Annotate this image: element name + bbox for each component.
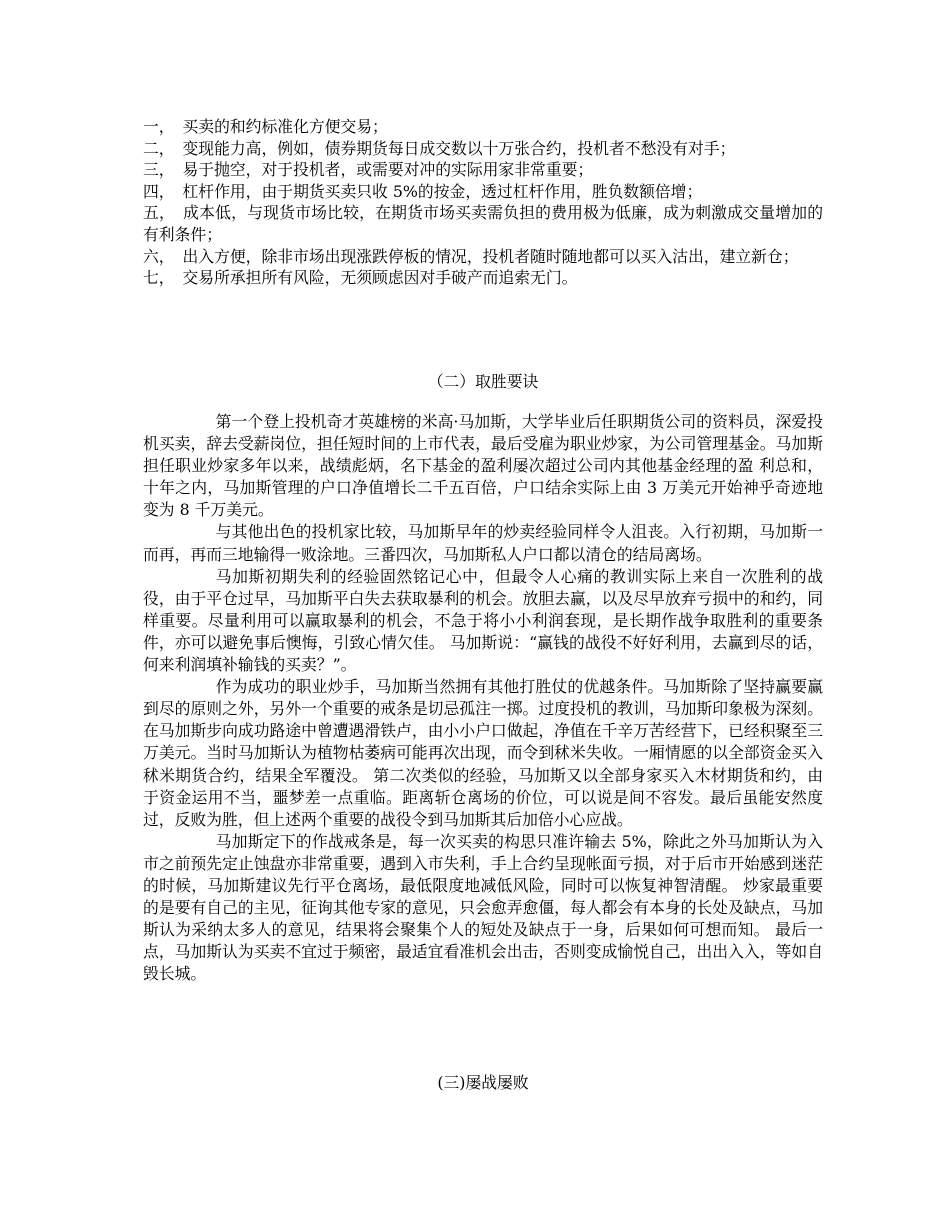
section-heading-3: (三)屡战屡败 [437, 1073, 529, 1092]
paragraph: 马加斯初期失利的经验固然铭记心中，但最令人心痛的教训实际上来自一次胜利的战役，由于平仓过早，马加斯平白失去获取暴利的机会。放胆去赢，以及尽早放弃亏损中的和约，同样重要。尽量利用可以赢取暴利的机会，不急于将小小利润套现，是长期作战争取胜利的重要条件，亦可以避免事后懊悔，引致心情欠佳。 马加斯说：“赢钱的战役不好好利用，去赢到尽的话，何来利润填补输钱的买卖？”。 [143, 566, 823, 675]
list-item: 六， 出入方便，除非市场出现涨跌停板的情况，投机者随时随地都可以买入沽出，建立新仓； [143, 246, 799, 266]
section-heading-2: （二）取胜要诀 [427, 372, 539, 391]
list-item: 二， 变现能力高，例如，债券期货每日成交数以十万张合约，投机者不愁没有对手； [143, 138, 736, 158]
section-body [143, 411, 823, 985]
list-item: 七， 交易所承担所有风险，无须顾虑因对手破产而追索无门。 [143, 268, 578, 288]
advantages-list [143, 116, 823, 289]
paragraph: 马加斯定下的作战戒条是，每一次买卖的构思只准许输去 5%，除此之外马加斯认为入市之前预先定止蚀盘亦非常重要，遇到入市失利，手上合约呈现帐面亏损，对于后市开始感到迷茫的时候，马加斯建议先行平仓离场，最低限度地减低风险，同时可以恢复神智清醒。 炒家最重要的是要有自己的主见，征询其他专家的意见，只会愈弄愈僵，每人都会有本身的长处及缺点，马加斯认为采纳太多人的意见，结果将会聚集个人的短处及缺点于一身，后果如何可想而知。 最后一点，马加斯认为买卖不宜过于频密，最适宜看准机会出击，否则变成愉悦自己，出出入入，等如自毁长城。 [143, 831, 823, 984]
list-item: 四， 杠杆作用，由于期货买卖只收 5%的按金，透过杠杆作用，胜负数额倍增； [143, 181, 703, 201]
paragraph: 与其他出色的投机家比较，马加斯早年的炒卖经验同样令人沮丧。入行初期，马加斯一而再，再而三地输得一败涂地。三番四次，马加斯私人户口都以清仓的结局离场。 [143, 522, 823, 564]
paragraph: 作为成功的职业炒手，马加斯当然拥有其他打胜仗的优越条件。马加斯除了坚持赢要赢到尽的原则之外，另外一个重要的戒条是切忌孤注一掷。过度投机的教训，马加斯印象极为深刻。在马加斯步向成功路途中曾遭遇滑铁卢，由小小户口做起，净值在千辛万苦经营下，已经积聚至三万美元。当时马加斯认为植物枯萎病可能再次出现，而令到秫米失收。一厢情愿的以全部资金买入秫米期货合约，结果全军覆没。 第二次类似的经验，马加斯又以全部身家买入木材期货和约，由于资金运用不当，噩梦差一点重临。距离斩仓离场的价位，可以说是间不容发。最后虽能安然度过，反败为胜，但上述两个重要的战役令到马加斯其后加倍小心应战。 [143, 677, 823, 829]
paragraph: 第一个登上投机奇才英雄榜的米高·马加斯，大学毕业后任职期货公司的资料员，深爱投机买卖，辞去受薪岗位，担任短时间的上市代表，最后受雇为职业炒家，为公司管理基金。马加斯担任职业炒家多年以来，战绩彪炳，名下基金的盈利屡次超过公司内其他基金经理的盈 利总和，十年之内，马加斯管理的户口净值增长二千五百倍，户口结余实际上由 3 万美元开始神乎奇迹地变为 8 千万美元。 [143, 412, 823, 520]
list-item: 三， 易于抛空，对于投机者，或需要对冲的实际用家非常重要； [143, 160, 594, 180]
list-item: 一， 买卖的和约标准化方便交易； [143, 117, 388, 136]
list-item: 五， 成本低，与现货市场比较，在期货市场买卖需负担的费用极为低廉，成为刺激成交量增加的有利条件； [143, 203, 823, 244]
